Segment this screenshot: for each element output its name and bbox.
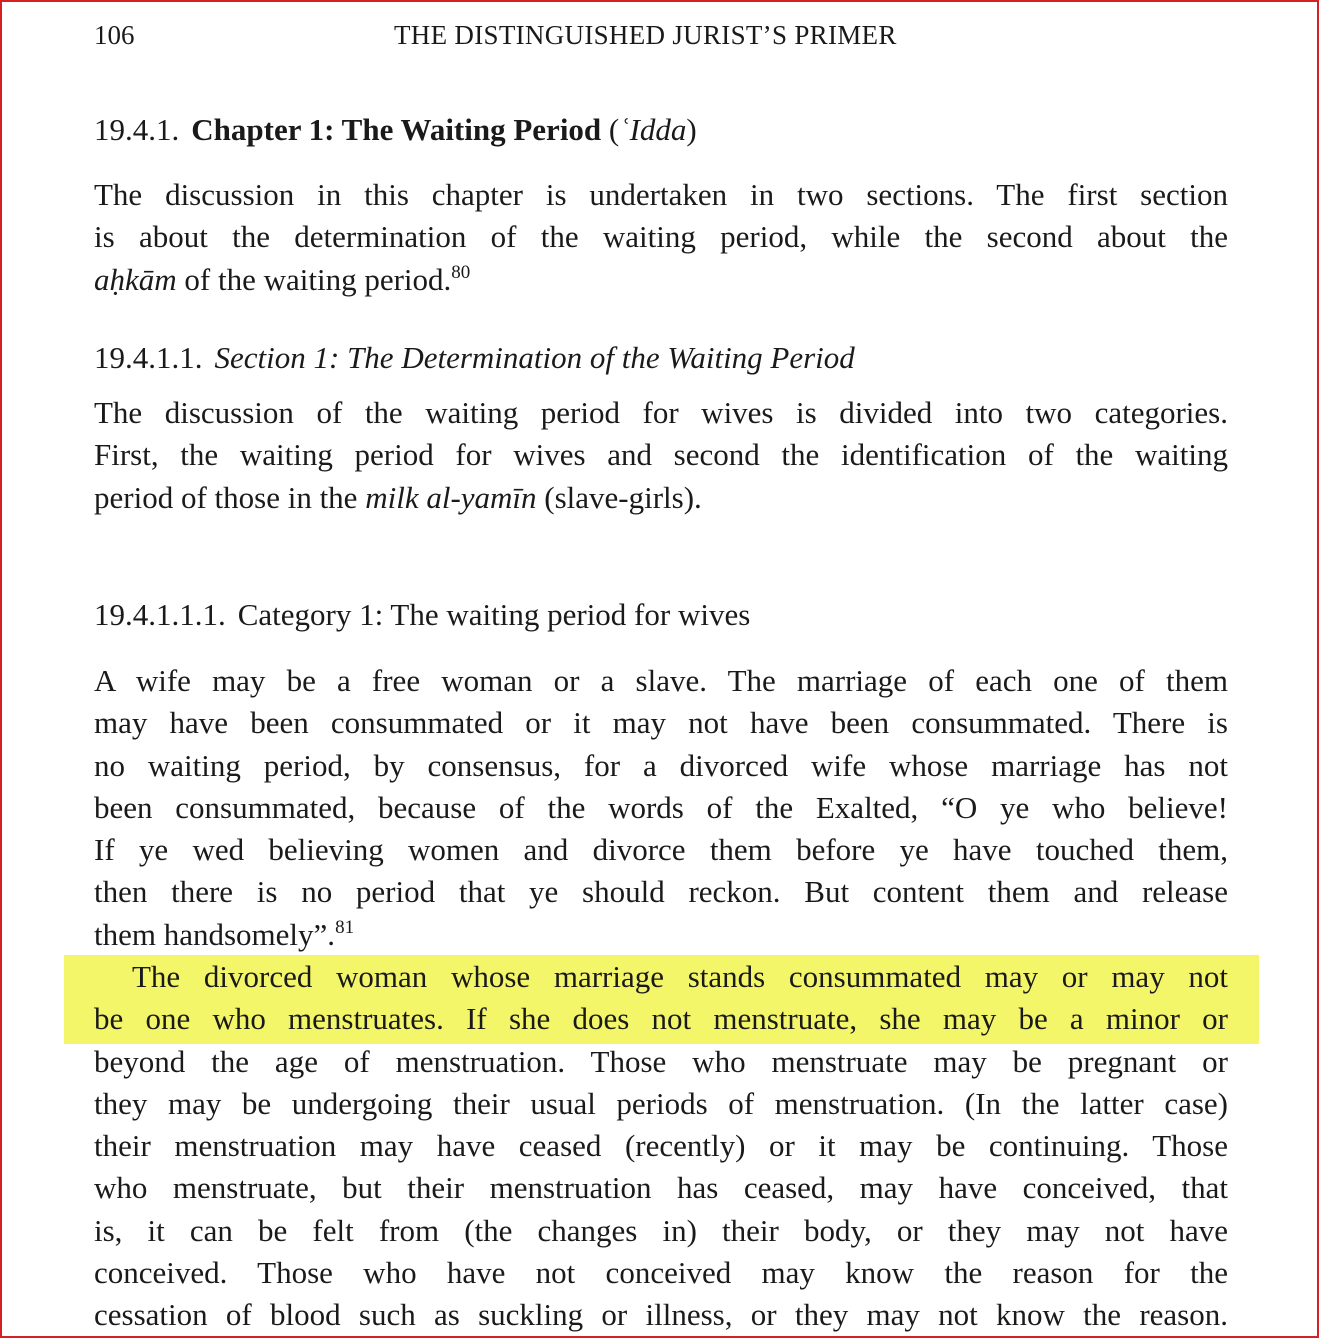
- category-paragraph: [94, 660, 1228, 956]
- section-number: 19.4.1.1.: [94, 340, 203, 375]
- paragraph-line: is about the determination of the waiting period, while the second about the: [94, 219, 1228, 255]
- page-number: 106: [94, 20, 135, 50]
- paragraph-line: The discussion of the waiting period for wives is divided into two categories.: [94, 395, 1228, 430]
- paragraph-line: The divorced woman whose marriage stands consummated may or may not: [132, 959, 1228, 994]
- chapter-number: 19.4.1.: [94, 112, 180, 147]
- paragraph-line: their menstruation may have ceased (recently) or it may be continuing. Those: [94, 1128, 1228, 1164]
- paragraph-line: A wife may be a free woman or a slave. The marriage of each one of them: [94, 663, 1228, 698]
- category-heading: [94, 597, 750, 633]
- paragraph-text: (slave-girls).: [536, 479, 702, 515]
- paragraph-line: been consummated, because of the words of the Exalted, “O ye who believe!: [94, 789, 1228, 825]
- book-title: THE DISTINGUISHED JURIST’S PRIMER: [394, 20, 897, 50]
- paragraph-line: [94, 914, 1228, 956]
- highlighted-paragraph: [94, 956, 1228, 1337]
- footnote-ref[interactable]: 80: [451, 261, 471, 283]
- paragraph-line: beyond the age of menstruation. Those who menstruate may be pregnant or: [94, 1043, 1228, 1079]
- term-ahkam: aḥkām: [94, 261, 177, 297]
- paragraph-line: [94, 477, 1228, 519]
- section-paragraph: [94, 392, 1228, 519]
- paragraph-line: no waiting period, by consensus, for a divorced wife whose marriage has not: [94, 747, 1228, 783]
- chapter-title: Chapter 1: The Waiting Period: [191, 112, 602, 147]
- chapter-term: ʿIdda: [619, 112, 687, 147]
- chapter-heading: [94, 112, 697, 148]
- paragraph-line: If ye wed believing women and divorce them before ye have touched them,: [94, 832, 1228, 868]
- paragraph-line: conceived. Those who have not conceived may know the reason for the: [94, 1255, 1228, 1291]
- paragraph-line: is, it can be felt from (the changes in) their body, or they may not have: [94, 1212, 1228, 1248]
- term-milk-al-yamin: milk al-yamīn: [365, 479, 537, 515]
- paragraph-line: cessation of blood such as suckling or illness, or they may not know the reason.: [94, 1297, 1228, 1333]
- paragraph-text: of the waiting period.: [176, 261, 452, 297]
- paragraph-text: period of those in the: [94, 479, 366, 515]
- footnote-ref[interactable]: 81: [335, 916, 355, 938]
- section-title: Section 1: The Determination of the Waiting Period: [214, 340, 855, 375]
- paragraph-line: they may be undergoing their usual periods of menstruation. (In the latter case): [94, 1085, 1228, 1121]
- chapter-term-open: (: [601, 112, 620, 147]
- running-head: [94, 20, 1228, 54]
- paragraph-line: then there is no period that ye should reckon. But content them and release: [94, 874, 1228, 910]
- paragraph-line: may have been consummated or it may not have been consummated. There is: [94, 705, 1228, 741]
- section-heading: [94, 340, 855, 376]
- paragraph-text: them handsomely”.: [94, 916, 336, 952]
- paragraph-line: who menstruate, but their menstruation has ceased, may have conceived, that: [94, 1170, 1228, 1206]
- paragraph-line: The discussion in this chapter is undertaken in two sections. The first section: [94, 177, 1228, 212]
- intro-paragraph: [94, 174, 1228, 301]
- paragraph-line: be one who menstruates. If she does not menstruate, she may be a minor or: [94, 1001, 1228, 1037]
- paragraph-line: First, the waiting period for wives and second the identification of the waiting: [94, 437, 1228, 473]
- paragraph-line: [94, 259, 1228, 301]
- category-number: 19.4.1.1.1.: [94, 597, 226, 632]
- chapter-term-close: ): [686, 112, 697, 147]
- category-title: Category 1: The waiting period for wives: [237, 597, 751, 632]
